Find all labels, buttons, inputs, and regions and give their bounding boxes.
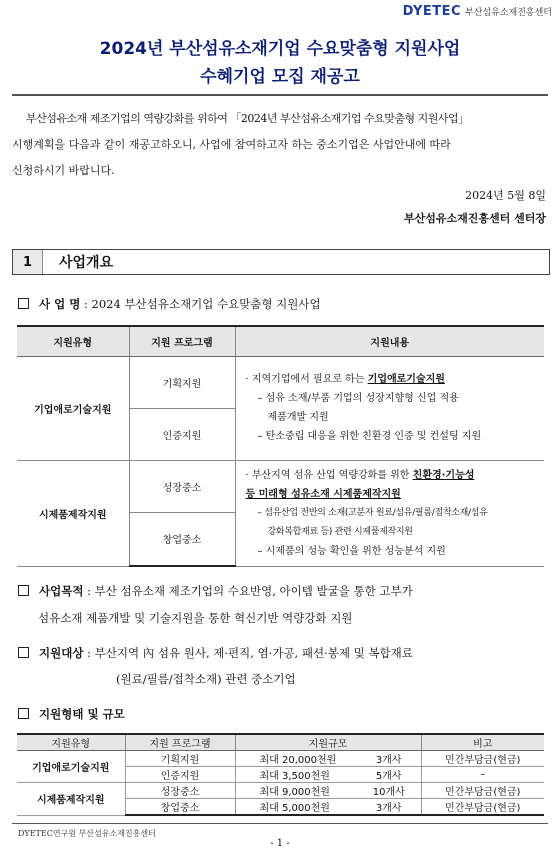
- section-header: [12, 249, 550, 275]
- support-type: 시제품제작지원: [17, 783, 125, 816]
- program-table: [17, 325, 544, 567]
- count: 10개사: [357, 783, 421, 799]
- content-line: – 섬유 소재/부품 기업의 성장지향형 신업 적용: [257, 393, 459, 404]
- checkbox-icon: [18, 708, 29, 719]
- amount: 최대 5,000천원: [235, 799, 357, 816]
- amount: 최대 20,000천원: [235, 751, 357, 767]
- program-name: 기획지원: [125, 751, 235, 767]
- program-name: 인증지원: [125, 767, 235, 783]
- title-divider: [12, 94, 548, 96]
- note: –: [421, 767, 544, 783]
- intro-line-3: 신청하시기 바랍니다.: [12, 164, 115, 177]
- table-header: 지원 프로그램: [129, 326, 235, 356]
- content-line: – 시제품의 성능 확인을 위한 성능분석 지원: [257, 545, 446, 557]
- content-line: – 섬유산업 전반의 소재(고분자 원료/섬유/필름/접착소재/섬유: [257, 507, 488, 518]
- content-line: · 지역기업에서 필요로 하는 기업애로기술지원: [245, 374, 445, 385]
- checkbox-icon: [18, 298, 29, 309]
- program-name: 성장중소: [125, 783, 235, 799]
- support-type: 기업애로기술지원: [17, 751, 125, 783]
- content-line: 제품개발 지원: [267, 412, 329, 423]
- signature: 부산섬유소재진흥센터 센터장: [404, 212, 546, 225]
- table-header: 지원 프로그램: [125, 734, 235, 751]
- target-line-2: (원료/필름/접착소재) 관련 중소기업: [116, 672, 296, 686]
- purpose-line-1: : 부산 섬유소재 제조기업의 수요반영, 아이템 발굴을 통한 고부가: [87, 584, 413, 598]
- checkbox-icon: [18, 647, 29, 658]
- support-type: 시제품제작지원: [17, 460, 129, 566]
- intro-line-1: 부산섬유소재 제조기업의 역량강화를 위하여 「2024년 부산섬유소재기업 수요맞춤형 지원사업」: [26, 112, 469, 125]
- amount: 최대 9,000천원: [235, 783, 357, 799]
- table-header: 비고: [421, 734, 544, 751]
- support-table: [17, 733, 544, 816]
- page-number: - 1 -: [270, 838, 290, 849]
- program-name: 성장중소: [129, 460, 235, 512]
- purpose-label: 사업목적: [39, 584, 84, 598]
- table-row: [17, 783, 544, 799]
- content-line: 등 미래형 섬유소재 시제품제작지원: [245, 488, 401, 500]
- program-content: [235, 356, 544, 460]
- table-header: 지원유형: [17, 734, 125, 751]
- support-type: 기업애로기술지원: [17, 356, 129, 460]
- program-content: [235, 460, 544, 566]
- logo: DYETEC: [402, 3, 462, 19]
- program-name: 기획지원: [129, 356, 235, 408]
- program-name: 인증지원: [129, 408, 235, 460]
- purpose: [18, 583, 413, 599]
- table-header: 지원유형: [17, 326, 129, 356]
- title-line-1: 2024년 부산섬유소재기업 수요맞춤형 지원사업: [99, 39, 461, 59]
- target: [18, 645, 413, 661]
- support-form: [18, 706, 125, 722]
- count: 3개사: [357, 799, 421, 816]
- target-line-1: : 부산지역 內 섬유 원사, 제·편직, 염·가공, 패션·봉제 및 복합재료: [87, 646, 413, 660]
- header-logo: [403, 4, 552, 18]
- table-header: 지원규모: [235, 734, 421, 751]
- notice-date: 2024년 5월 8일: [465, 189, 546, 202]
- project-name: [18, 296, 321, 312]
- title-line-2: 수혜기업 모집 재공고: [200, 67, 360, 87]
- project-name-label: 사 업 명: [39, 297, 81, 311]
- note: 민간부담금(현금): [421, 799, 544, 816]
- count: 3개사: [357, 751, 421, 767]
- note: 민간부담금(현금): [421, 783, 544, 799]
- checkbox-icon: [18, 585, 29, 596]
- footer-divider: [12, 823, 548, 824]
- note: 민간부담금(현금): [421, 751, 544, 767]
- content-line: – 탄소중립 대응을 위한 친환경 인증 및 컨설팅 지원: [257, 431, 482, 442]
- section-title: 사업개요: [59, 255, 114, 271]
- table-header: 지원내용: [235, 326, 544, 356]
- target-label: 지원대상: [39, 646, 84, 660]
- intro-line-2: 시행계획을 다음과 같이 재공고하오니, 사업에 참여하고자 하는 중소기업은 사업안내에 따라: [12, 138, 451, 151]
- program-name: 창업중소: [125, 799, 235, 816]
- amount: 최대 3,500천원: [235, 767, 357, 783]
- count: 5개사: [357, 767, 421, 783]
- section-number: 1: [13, 250, 43, 274]
- purpose-line-2: 섬유소재 제품개발 및 기술지원을 통한 혁신기반 역량강화 지원: [38, 611, 353, 625]
- content-line: 강화복합재료 등) 관련 시제품제작지원: [267, 526, 413, 537]
- table-row: [17, 751, 544, 767]
- project-name-value: : 2024 부산섬유소재기업 수요맞춤형 지원사업: [84, 297, 321, 311]
- footer-text: DYETEC연구원 부산섬유소재진흥센터: [18, 829, 156, 838]
- content-line: · 부산지역 섬유 산업 역량강화를 위한 친환경·기능성: [245, 469, 475, 481]
- program-name: 창업중소: [129, 512, 235, 566]
- support-form-label: 지원형태 및 규모: [39, 707, 125, 721]
- logo-org: 부산섬유소재진흥센터: [465, 7, 552, 18]
